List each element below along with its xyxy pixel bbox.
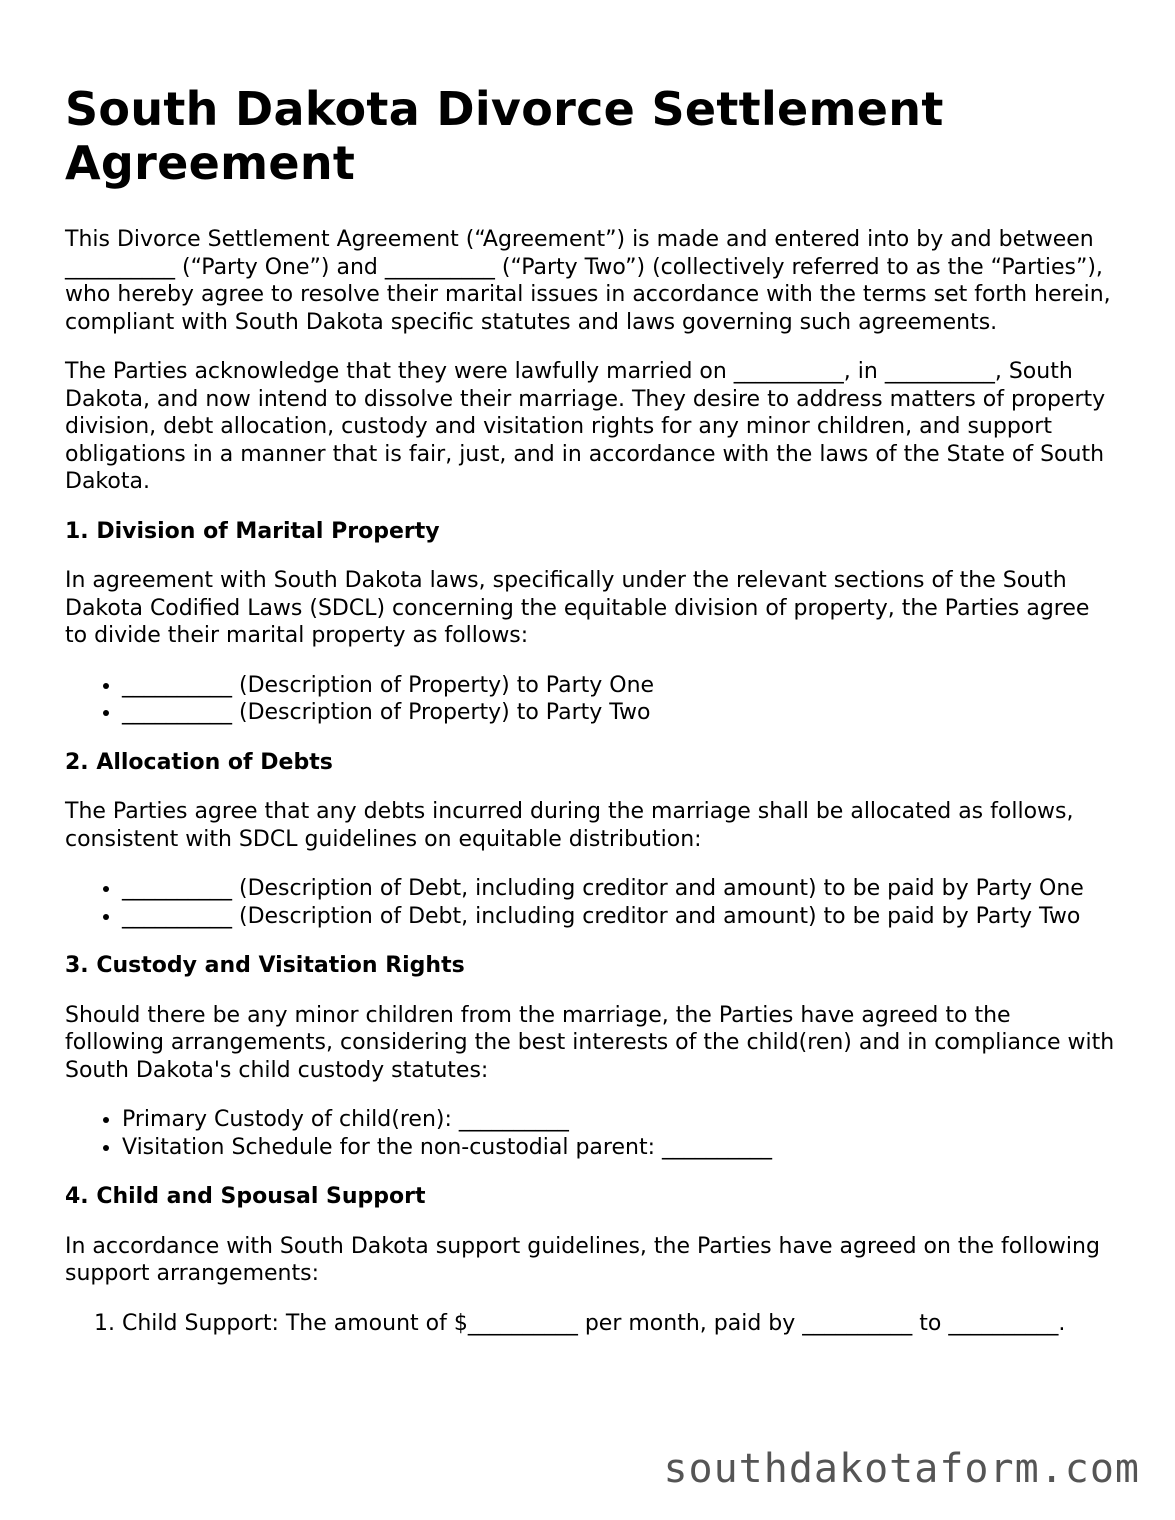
list-item: • __________ (Description of Debt, including creditor and amount) to be paid by Party One	[122, 875, 1115, 903]
document-page	[65, 82, 1115, 1359]
list-item: • __________ (Description of Property) to Party One	[122, 672, 1115, 700]
section-text: In accordance with South Dakota support guidelines, the Parties have agreed on the following support arrangements:	[65, 1233, 1100, 1286]
list-item: • Visitation Schedule for the non-custodial parent: __________	[122, 1134, 1115, 1162]
section-text: In agreement with South Dakota laws, specifically under the relevant sections of the South Dakota Codified Laws (SDCL) concerning the equitable division of property, the Parties agree to divide their marital property as follows:	[65, 568, 1090, 648]
section-heading: 4. Child and Spousal Support	[65, 1184, 426, 1209]
section-support	[65, 1183, 1115, 1337]
section-heading: 3. Custody and Visitation Rights	[65, 953, 465, 978]
section-text: The Parties agree that any debts incurred during the marriage shall be allocated as follows, consistent with SDCL guidelines on equitable distribution:	[65, 799, 1074, 852]
section-property-division	[65, 518, 1115, 727]
list-item: • __________ (Description of Property) to Party Two	[122, 699, 1115, 727]
list-item: 1. Child Support: The amount of $__________ per month, paid by __________ to __________.	[122, 1310, 1115, 1338]
section-custody-visitation	[65, 952, 1115, 1161]
section-text: Should there be any minor children from the marriage, the Parties have agreed to the following arrangements, considering the best interests of the child(ren) and in compliance with South Dakota's child custody statutes:	[65, 1002, 1115, 1083]
section-heading: 2. Allocation of Debts	[65, 749, 333, 775]
custody-list	[65, 1106, 1115, 1161]
list-item: • Primary Custody of child(ren): __________	[122, 1106, 1115, 1134]
support-list	[65, 1310, 1115, 1338]
intro-paragraph-2: The Parties acknowledge that they were lawfully married on __________, in __________, South Dakota, and now intend to dissolve their marriage. They desire to address matters of property division, debt allocation, custody and visitation rights for any minor children, and support obligations in a manner that is fair, just, and in accordance with the laws of the State of South Dakota.	[65, 359, 1106, 494]
property-list	[65, 672, 1115, 727]
list-item: • __________ (Description of Debt, including creditor and amount) to be paid by Party Two	[122, 903, 1115, 931]
debt-list	[65, 875, 1115, 930]
section-debt-allocation	[65, 749, 1115, 931]
section-heading: 1. Division of Marital Property	[65, 518, 440, 544]
document-title: South Dakota Divorce Settlement Agreement	[65, 82, 944, 190]
intro-paragraph-1: This Divorce Settlement Agreement (“Agreement”) is made and entered into by and between __________ (“Party One”) and __________ (“Party Two”) (collectively referred to as the “Parties”), who hereby agree to resolve their marital issues in accordance with the terms set forth herein, compliant with South Dakota specific statutes and laws governing such agreements.	[65, 227, 1111, 335]
watermark: southdakotaform.com	[663, 1446, 1140, 1492]
